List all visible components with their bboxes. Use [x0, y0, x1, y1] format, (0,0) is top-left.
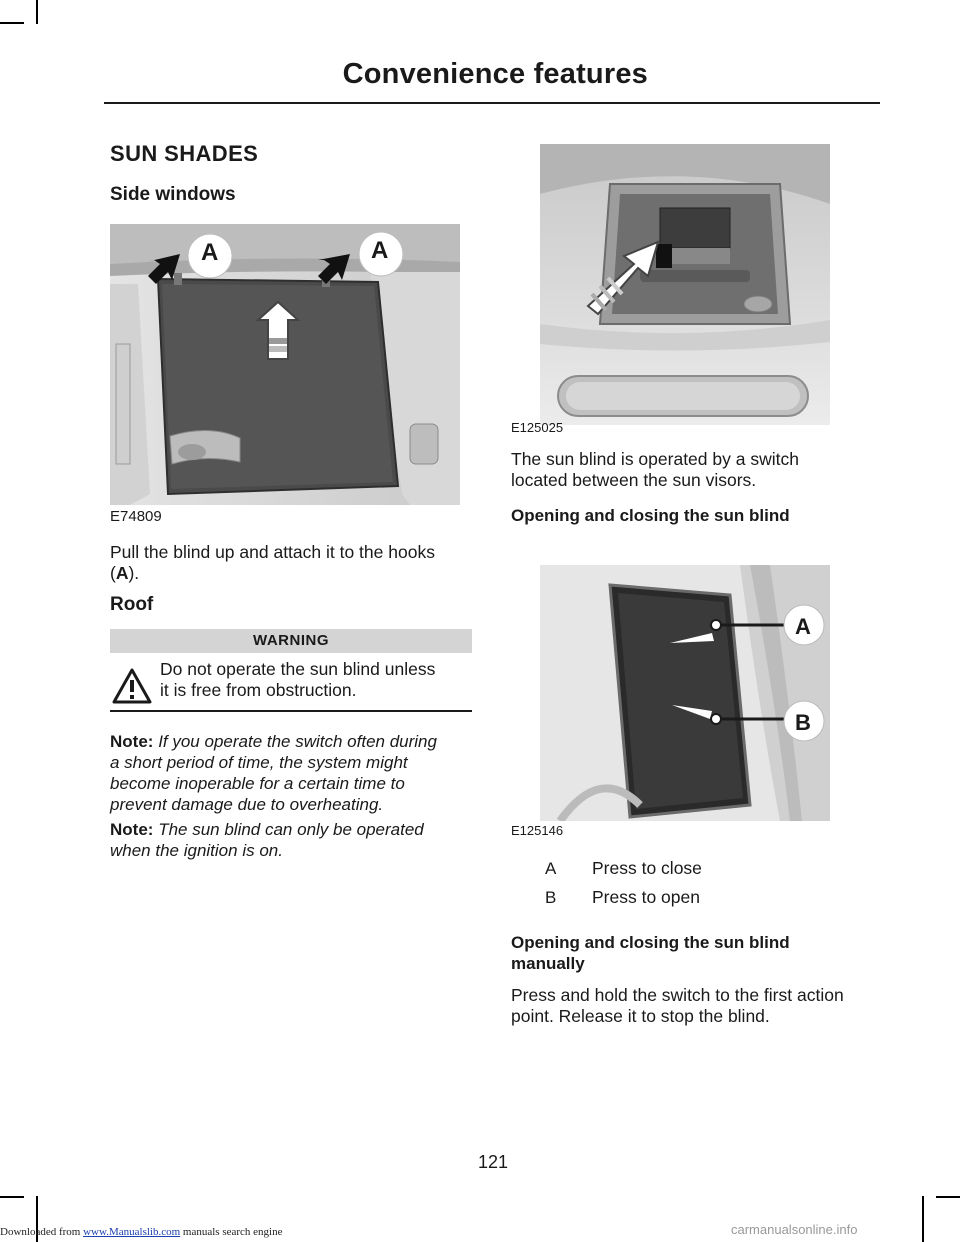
legend-key-b: B	[545, 888, 557, 907]
legend-key-a: A	[545, 859, 557, 878]
figure-code-switch-closeup: E125146	[511, 823, 564, 838]
warning-text	[160, 659, 435, 701]
switch-label-a: A	[795, 614, 811, 639]
switch-line1: The sun blind is operated by a switch	[511, 449, 799, 469]
note-ignition	[110, 819, 480, 861]
warning-icon	[112, 668, 152, 709]
side-window-line1: Pull the blind up and attach it to the hooks	[110, 542, 435, 562]
hook-label-a-left: A	[201, 239, 219, 266]
hook-ref: A	[115, 563, 129, 583]
hook-label-a-right: A	[371, 237, 389, 264]
legend-value-b: Press to open	[592, 887, 700, 907]
roof-switch-figure	[540, 144, 830, 425]
switch-closeup-illustration	[540, 565, 830, 821]
note-label: Note:	[110, 820, 154, 839]
roof-switch-illustration	[540, 144, 830, 425]
warning-line1: Do not operate the sun blind unless	[160, 659, 436, 679]
switch-closeup-figure	[540, 565, 830, 821]
subsection-roof: Roof	[110, 594, 154, 615]
switch-location-text	[511, 449, 881, 491]
note1-line3: become inoperable for a certain time to	[110, 774, 405, 793]
note1-line1: If you operate the switch often during	[158, 732, 437, 751]
figure-code-side-window: E74809	[110, 508, 162, 525]
crop-mark	[0, 22, 24, 24]
page-header-title: Convenience features	[342, 58, 648, 90]
note-label: Note:	[110, 732, 154, 751]
side-window-line2	[110, 563, 480, 584]
crop-mark	[0, 1196, 24, 1198]
warning-title: WARNING	[110, 629, 472, 653]
manual-heading-line1: Opening and closing the sun blind	[511, 933, 790, 952]
manual-line2: point. Release it to stop the blind.	[511, 1006, 770, 1026]
switch-label-b: B	[795, 710, 811, 735]
side-window-illustration	[110, 224, 460, 505]
warning-line2: it is free from obstruction.	[160, 680, 357, 700]
crop-mark	[936, 1196, 960, 1198]
note1-line4: prevent damage due to overheating.	[110, 795, 384, 814]
download-footer	[0, 1226, 282, 1238]
paren-close: ).	[128, 563, 140, 583]
page-number: 121	[478, 1152, 509, 1172]
figure-code-roof-switch: E125025	[511, 420, 564, 435]
note2-line2: when the ignition is on.	[110, 841, 283, 860]
subsection-manual-operation	[511, 932, 790, 974]
note2-line1: The sun blind can only be operated	[158, 820, 424, 839]
legend-value-a: Press to close	[592, 858, 702, 878]
note1-line2: a short period of time, the system might	[110, 753, 408, 772]
manualslib-link[interactable]: www.Manualslib.com	[83, 1226, 181, 1238]
footer-suffix: manuals search engine	[182, 1226, 283, 1238]
subsection-side-windows: Side windows	[110, 184, 236, 205]
note-overheating	[110, 731, 480, 815]
footer-prefix: Downloaded from	[0, 1226, 81, 1238]
switch-line2: located between the sun visors.	[511, 470, 757, 490]
crop-mark	[922, 1196, 924, 1242]
crop-mark	[36, 0, 38, 24]
header-rule	[104, 102, 880, 104]
manual-line1: Press and hold the switch to the first action	[511, 985, 844, 1005]
subsection-opening-closing: Opening and closing the sun blind	[511, 506, 790, 525]
footer-watermark: carmanualsonline.info	[731, 1222, 858, 1237]
warning-bottom-rule	[110, 710, 472, 712]
paren-open: (	[110, 563, 116, 583]
side-window-instruction	[110, 542, 480, 584]
manual-operation-text	[511, 985, 881, 1027]
section-title: SUN SHADES	[110, 141, 259, 166]
manual-heading-line2: manually	[511, 954, 585, 973]
side-window-figure	[110, 224, 460, 505]
